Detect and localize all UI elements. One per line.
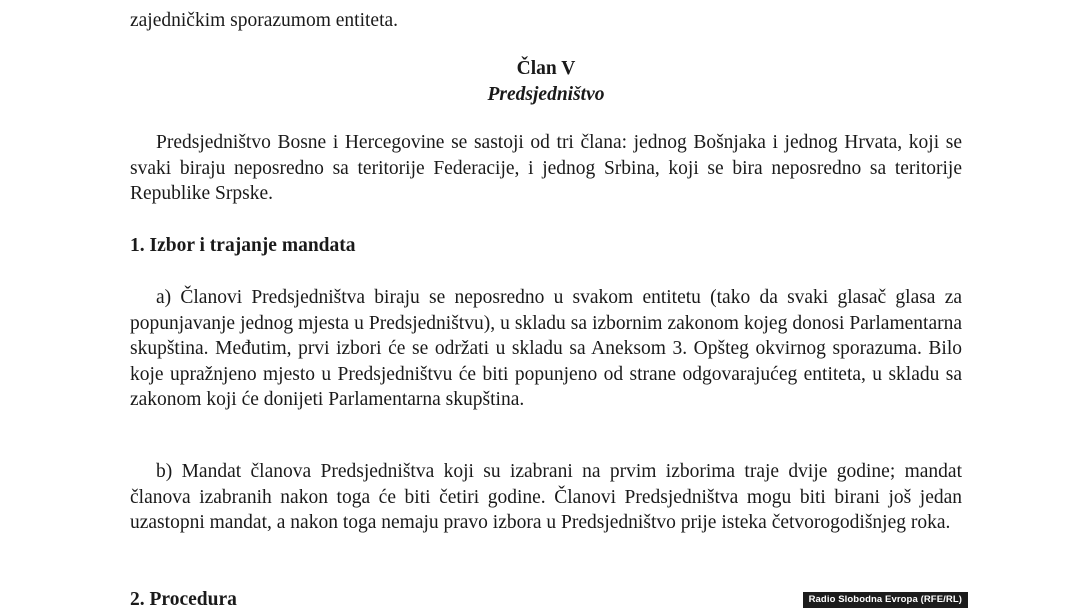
section-heading-election: 1. Izbor i trajanje mandata [130, 235, 356, 256]
paragraph-b: b) Mandat članova Predsjedništva koji su izabrani na prvim izborima traje dvije godine; mandat članova izabranih nakon toga će biti četiri godine. Članovi Predsjedništva mogu biti birani još jedan uzastopni mandat, a nakon toga nemaju pravo izbora u Predsjedništvo prije isteka četvorogodišnjeg roka. [130, 461, 962, 533]
article-subtitle: Predsjedništvo [487, 83, 605, 105]
article-heading [0, 56, 1080, 107]
source-watermark: Radio Slobodna Evropa (RFE/RL) [803, 592, 968, 608]
preceding-text-tail: zajedničkim sporazumom entiteta. [130, 10, 399, 31]
article-title: Član V [516, 58, 576, 79]
section-heading-procedure: 2. Procedura [130, 589, 237, 608]
intro-paragraph: Predsjedništvo Bosne i Hercegovine se sastoji od tri člana: jednog Bošnjaka i jednog Hrvata, koji se svaki biraju neposredno sa teritorije Federacije, i jednog Srbina, koji se bira neposredno sa teritorije Republike Srpske. [130, 132, 962, 204]
paragraph-a: a) Članovi Predsjedništva biraju se neposredno u svakom entitetu (tako da svaki glasač glasa za popunjavanje jednog mjesta u Predsjedništvu), u skladu sa izbornim zakonom kojeg donosi Parlamentarna skupština. Međutim, prvi izbori će se održati u skladu sa Aneksom 3. Opšteg okvirnog sporazuma. Bilo koje upražnjeno mjesto u Predsjedništvu će biti popunjeno od strane odgovarajućeg entiteta, u skladu sa zakonom koji će donijeti Parlamentarna skupština. [130, 287, 962, 410]
